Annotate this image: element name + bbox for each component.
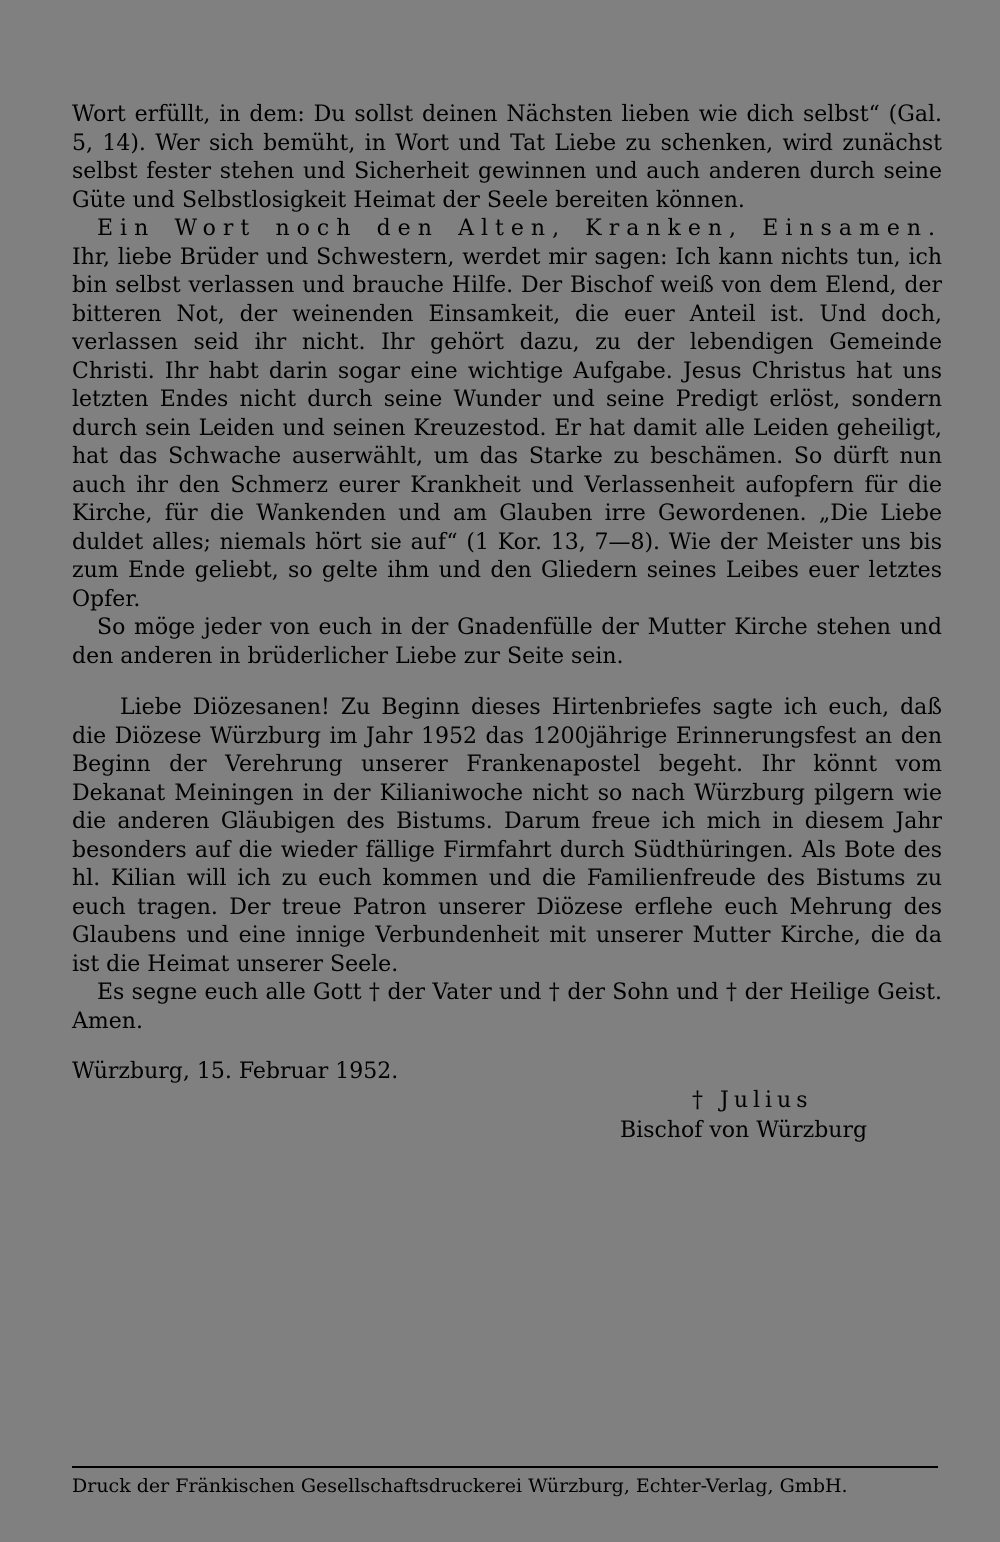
letter-body xyxy=(72,101,942,1087)
paragraph-2-body: Ihr, liebe Brüder und Schwestern, werdet mir sagen: Ich kann nichts tun, ich bin selbst verlassen und brauche Hilfe. Der Bischof weiß von dem Elend, der bitteren Not, der weinenden Einsamkeit, die euer Anteil ist. Und doch, verlassen seid ihr nicht. Ihr gehört dazu, zu der lebendigen Gemeinde Christi. Ihr habt darin sogar eine wichtige Aufgabe. Jesus Christus hat uns letzten Endes nicht durch seine Wunder und seine Predigt erlöst, sondern durch sein Leiden und seinen Kreuzestod. Er hat damit alle Leiden geheiligt, hat das Schwache auserwählt, um das Starke zu beschämen. So dürft nun auch ihr den Schmerz eurer Krankheit und Verlassenheit aufopfern für die Kirche, für die Wankenden und am Glauben irre Gewordenen. „Die Liebe duldet alles; niemals hört sie auf“ (1 Kor. 13, 7—8). Wie der Meister uns bis zum Ende geliebt, so gelte ihm und den Gliedern seines Leibes euer letztes Opfer. xyxy=(72,244,942,612)
paragraph-5: Es segne euch alle Gott † der Vater und † der Sohn und † der Heilige Geist. Amen. xyxy=(72,980,942,1034)
printer-imprint: Druck der Fränkischen Gesellschaftsdruckerei Würzburg, Echter-Verlag, GmbH. xyxy=(72,1475,848,1497)
footer-divider xyxy=(72,1466,938,1468)
signature-title: Bischof von Würzburg xyxy=(620,1118,868,1143)
paragraph-3: So möge jeder von euch in der Gnadenfülle der Mutter Kirche stehen und den anderen in brüderlicher Liebe zur Seite sein. xyxy=(72,615,942,669)
letter-date: Würzburg, 15. Februar 1952. xyxy=(72,1059,399,1084)
paragraph-2-heading: Ein Wort noch den Alten, Kranken, Einsamen. xyxy=(97,216,942,241)
signature-block xyxy=(620,1086,867,1146)
signature-name: † Julius xyxy=(692,1088,813,1113)
paragraph-1: Wort erfüllt, in dem: Du sollst deinen Nächsten lieben wie dich selbst“ (Gal. 5, 14). Wer sich bemüht, in Wort und Tat Liebe zu schenken, wird zunächst selbst fester stehen und Sicherheit gewinnen und auch anderen durch seine Güte und Selbstlosigkeit Heimat der Seele bereiten können. xyxy=(72,102,942,213)
paragraph-4: Liebe Diözesanen! Zu Beginn dieses Hirtenbriefes sagte ich euch, daß die Diözese Würzburg im Jahr 1952 das 1200jährige Erinnerungsfest an den Beginn der Verehrung unserer Frankenapostel begeht. Ihr könnt vom Dekanat Meiningen in der Kilianiwoche nicht so nach Würzburg pilgern wie die anderen Gläubigen des Bistums. Darum freue ich mich in diesem Jahr besonders auf die wieder fällige Firmfahrt durch Südthüringen. Als Bote des hl. Kilian will ich zu euch kommen und die Familienfreude des Bistums zu euch tragen. Der treue Patron unserer Diözese erflehe euch Mehrung des Glaubens und eine innige Verbundenheit mit unserer Mutter Kirche, die da ist die Heimat unserer Seele. xyxy=(72,695,942,977)
paragraph-2 xyxy=(72,215,942,614)
